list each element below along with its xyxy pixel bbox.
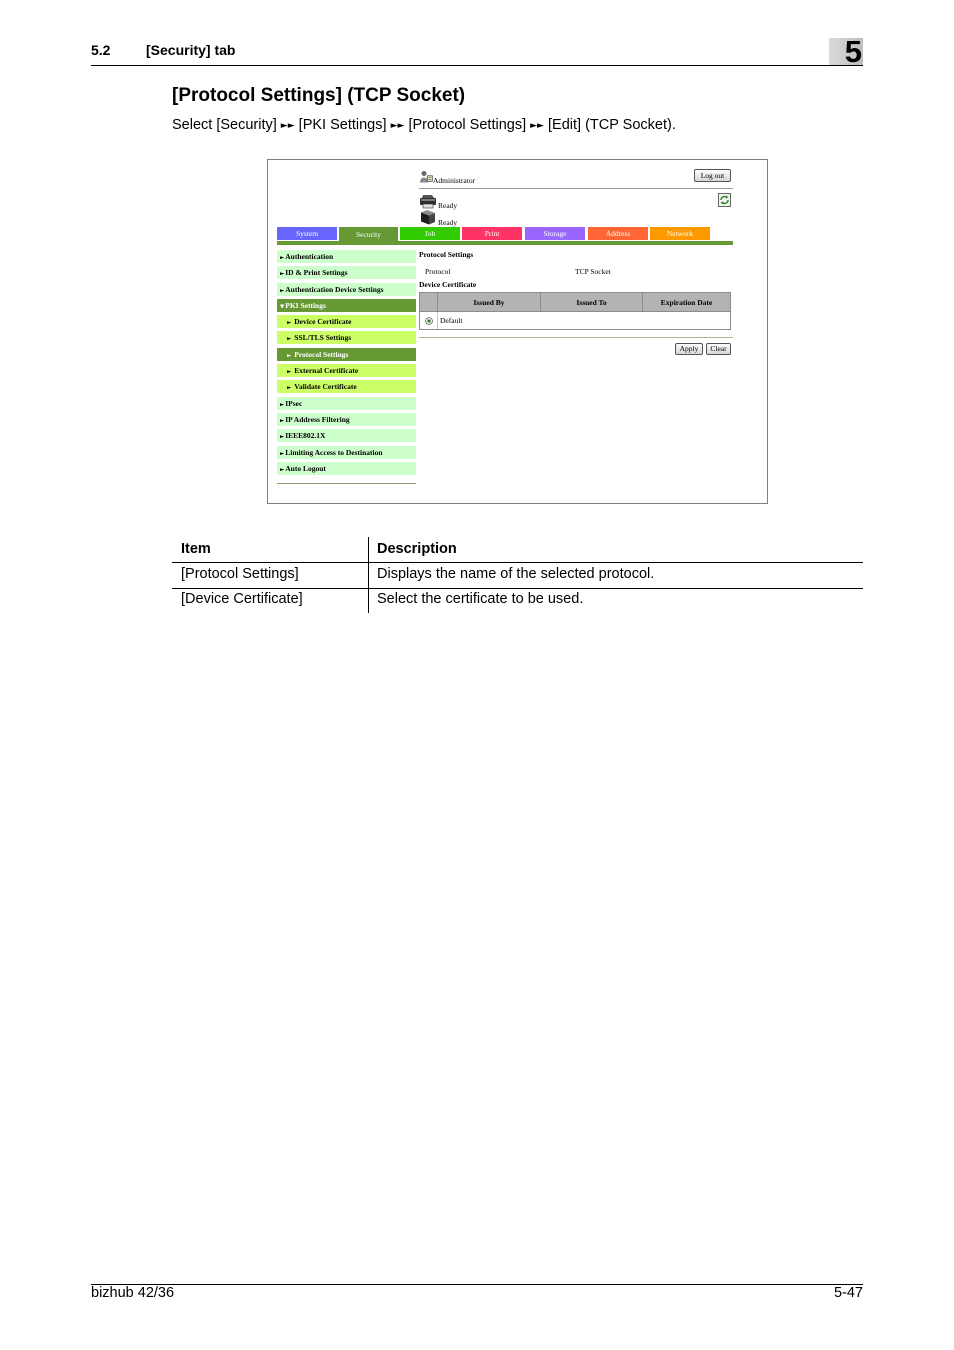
column-header-expiration-date: Expiration Date	[643, 293, 731, 312]
column-header-item: Item	[181, 541, 211, 557]
arrow-right-icon: ►	[280, 417, 285, 424]
tab-label: Network	[666, 229, 694, 238]
select-column-header	[420, 293, 438, 312]
instruction-step: Select [Security]	[172, 117, 277, 133]
footer-product-name: bizhub 42/36	[91, 1285, 175, 1301]
menu-item-label: Limiting Access to Destination	[285, 447, 383, 457]
arrow-right-icon: ►	[280, 450, 285, 457]
printer-status: Ready	[438, 201, 458, 210]
arrow-right-icon: ►	[287, 352, 292, 359]
menu-item-label: Device Certificate	[294, 317, 352, 327]
arrow-right-icon: ►	[287, 320, 292, 327]
arrow-down-icon: ▼	[280, 303, 285, 310]
menu-item-ieee8021x[interactable]	[277, 429, 416, 442]
chapter-number: 5	[844, 34, 862, 69]
menu-item-label: Auto Logout	[285, 463, 326, 473]
menu-item-pki-settings[interactable]	[277, 299, 416, 312]
content-heading: Protocol Settings	[419, 250, 474, 259]
tab-print[interactable]	[462, 227, 522, 240]
submenu-item-external-certificate[interactable]	[277, 364, 416, 377]
tab-label: Print	[484, 229, 500, 238]
arrow-right-icon: ►	[287, 369, 292, 376]
tab-label: Job	[424, 229, 436, 238]
protocol-label: Protocol	[425, 267, 451, 276]
submenu-item-protocol-settings[interactable]	[277, 348, 416, 361]
protocol-value: TCP Socket	[575, 267, 611, 276]
table-row[interactable]	[420, 312, 731, 330]
arrow-right-icon: ►	[287, 385, 292, 392]
issued-by-cell: Default	[438, 312, 541, 330]
tab-network[interactable]	[650, 227, 710, 240]
tab-system[interactable]	[277, 227, 337, 240]
menu-item-label: Protocol Settings	[294, 349, 349, 359]
chapter-badge	[829, 34, 863, 69]
description-table	[172, 537, 863, 613]
tab-storage[interactable]	[525, 227, 585, 240]
menu-item-label: IP Address Filtering	[285, 414, 350, 424]
column-header-issued-by: Issued By	[438, 293, 541, 312]
description-cell: Displays the name of the selected protocol.	[377, 566, 655, 582]
submenu-item-device-certificate[interactable]	[277, 315, 416, 328]
refresh-icon[interactable]	[718, 193, 731, 207]
device-certificate-heading: Device Certificate	[419, 280, 477, 289]
row-divider	[172, 588, 863, 589]
tab-label: System	[295, 229, 319, 238]
arrow-right-icon: ►	[287, 336, 292, 343]
page-title: [Protocol Settings] (TCP Socket)	[172, 85, 466, 106]
item-cell: [Protocol Settings]	[181, 566, 299, 582]
description-cell: Select the certificate to be used.	[377, 591, 584, 607]
double-arrow-icon: ►►	[390, 121, 405, 131]
instruction-step: [Protocol Settings]	[408, 117, 527, 133]
expiration-date-cell	[643, 312, 731, 330]
menu-bottom-divider	[277, 483, 416, 484]
instruction-step: [PKI Settings]	[298, 117, 387, 133]
submenu-item-ssl-tls-settings[interactable]	[277, 331, 416, 344]
menu-item-label: Authentication	[285, 252, 334, 261]
arrow-right-icon: ►	[280, 287, 285, 294]
apply-label: Apply	[679, 344, 699, 353]
menu-item-label: SSL/TLS Settings	[294, 333, 352, 343]
menu-item-authentication-device-settings[interactable]	[277, 283, 416, 296]
menu-item-limiting-access[interactable]	[277, 446, 416, 459]
arrow-right-icon: ►	[280, 434, 285, 441]
instruction-step: [Edit] (TCP Socket).	[548, 117, 676, 133]
column-divider	[368, 537, 369, 613]
clear-button[interactable]	[706, 343, 731, 355]
radio-selected-icon[interactable]	[425, 317, 433, 325]
menu-item-id-print-settings[interactable]	[277, 266, 416, 279]
logout-button[interactable]	[694, 169, 731, 182]
submenu-item-validate-certificate[interactable]	[277, 380, 416, 393]
security-menu	[277, 250, 416, 478]
tab-label: Address	[605, 229, 631, 238]
tab-label: Security	[356, 230, 381, 239]
footer-page-number: 5-47	[833, 1285, 863, 1301]
web-connection-screenshot	[267, 159, 768, 504]
user-name: Administrator	[433, 176, 476, 185]
menu-item-label: ID & Print Settings	[285, 268, 348, 278]
printer-icon	[419, 194, 437, 209]
tab-security[interactable]	[339, 227, 398, 242]
apply-button[interactable]	[675, 343, 703, 355]
menu-item-authentication[interactable]	[277, 250, 416, 263]
arrow-right-icon: ►	[280, 271, 285, 278]
arrow-right-icon: ►	[280, 401, 285, 408]
section-number: 5.2	[91, 42, 111, 58]
menu-item-label: Validate Certificate	[294, 382, 357, 392]
scanner-status: Ready	[438, 218, 458, 227]
content-divider	[419, 337, 733, 338]
scanner-icon	[419, 209, 437, 225]
column-header-description: Description	[377, 541, 457, 557]
tab-job[interactable]	[400, 227, 460, 240]
table-header-row	[420, 293, 731, 312]
tab-address[interactable]	[588, 227, 648, 240]
menu-item-ipsec[interactable]	[277, 397, 416, 410]
section-title: [Security] tab	[146, 42, 236, 58]
issued-to-cell	[541, 312, 643, 330]
clear-label: Clear	[710, 344, 727, 353]
logout-label: Log out	[700, 171, 725, 180]
menu-item-auto-logout[interactable]	[277, 462, 416, 475]
menu-item-label: IEEE802.1X	[285, 431, 326, 441]
arrow-right-icon: ►	[280, 255, 285, 261]
menu-item-label: Authentication Device Settings	[285, 284, 384, 294]
select-cell[interactable]	[420, 312, 438, 330]
footer-divider	[91, 1284, 863, 1285]
menu-item-label: IPsec	[285, 398, 303, 408]
arrow-right-icon: ►	[280, 466, 285, 473]
item-cell: [Device Certificate]	[181, 591, 303, 607]
menu-item-ip-address-filtering[interactable]	[277, 413, 416, 426]
certificate-table	[419, 292, 731, 330]
header-row-divider	[172, 562, 863, 563]
administrator-icon	[419, 170, 433, 183]
column-header-issued-to: Issued To	[541, 293, 643, 312]
double-arrow-icon: ►►	[530, 121, 544, 131]
instruction-text	[172, 117, 676, 136]
header-divider	[419, 188, 733, 189]
menu-item-label: External Certificate	[294, 366, 359, 376]
menu-item-label: PKI Settings	[285, 300, 326, 310]
double-arrow-icon: ►►	[280, 121, 295, 131]
tab-label: Storage	[543, 229, 567, 238]
tab-underline	[277, 241, 733, 245]
header-divider	[91, 65, 863, 66]
